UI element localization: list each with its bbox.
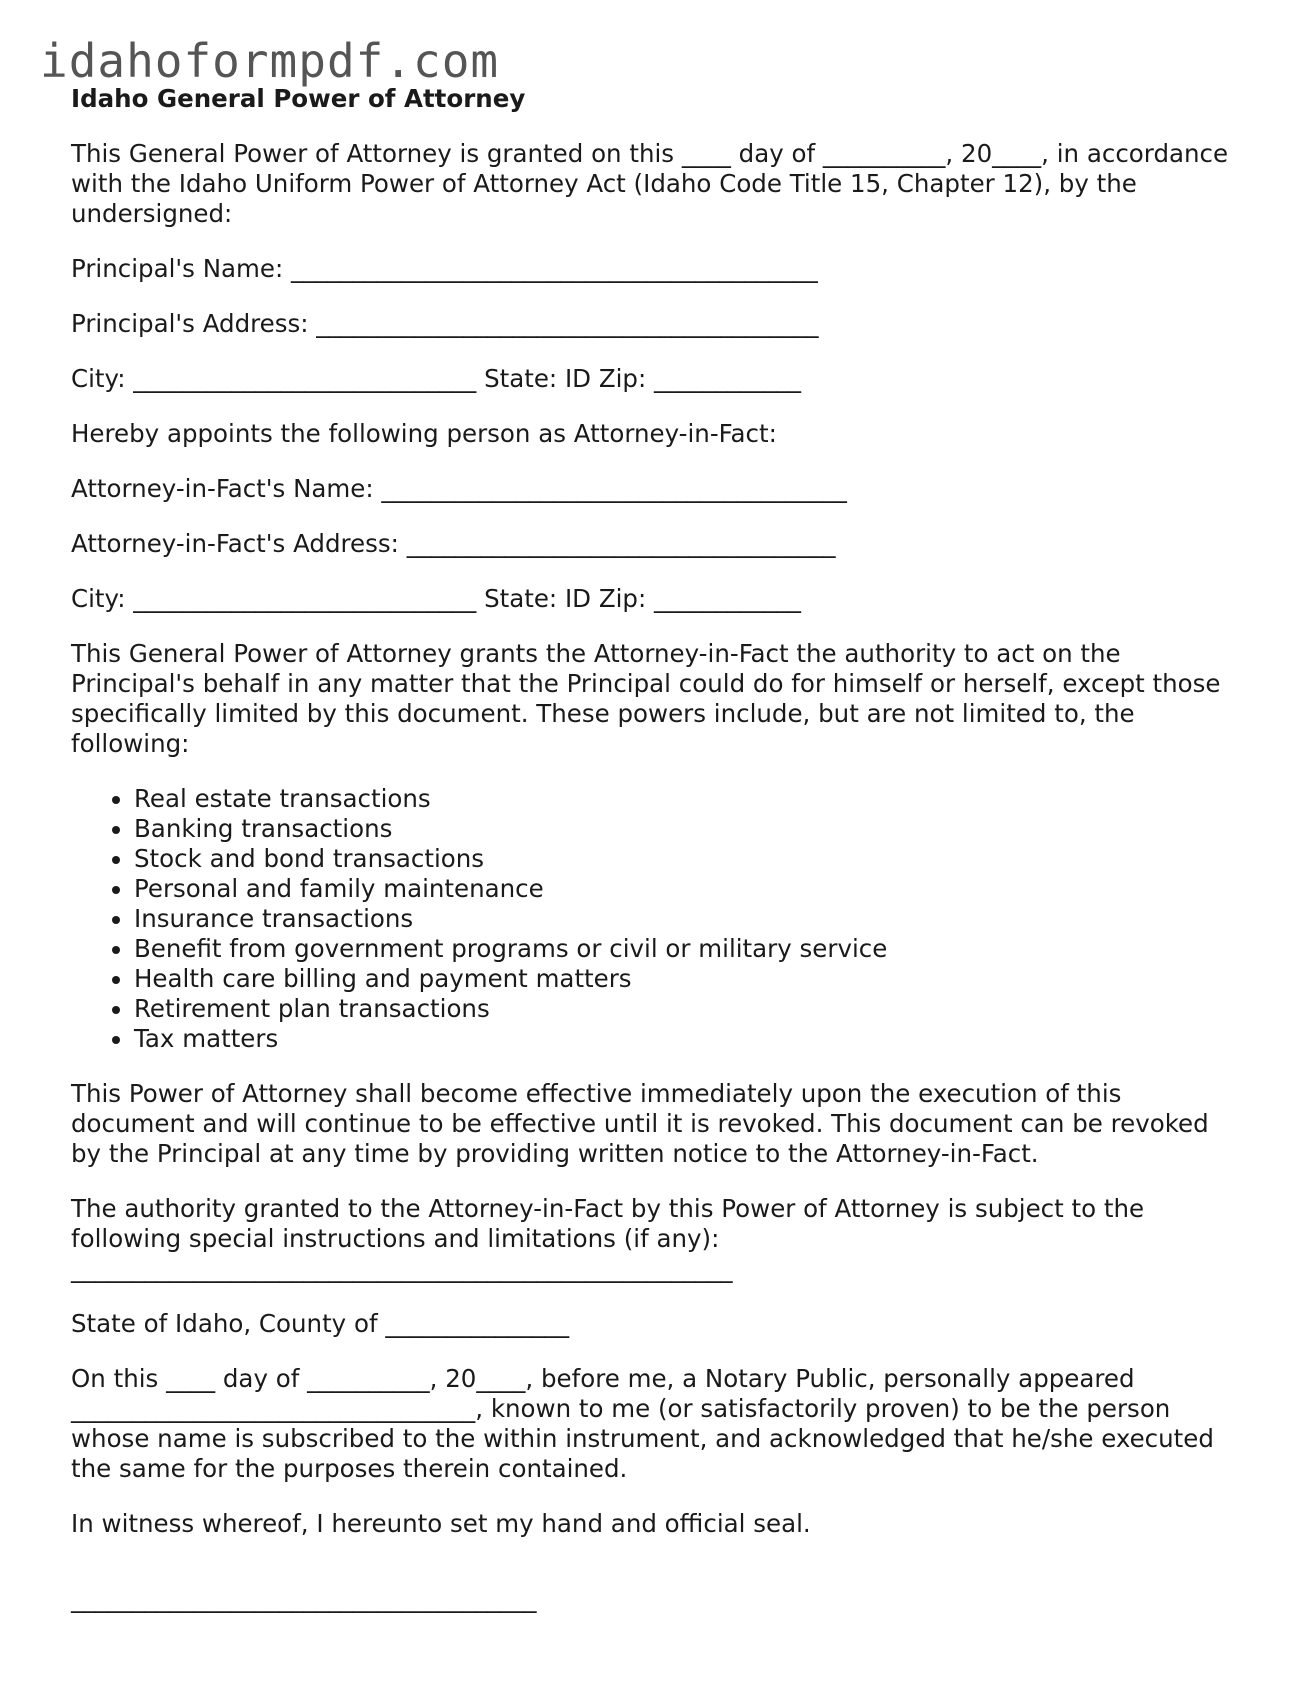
list-item: • Personal and family maintenance xyxy=(134,874,1231,904)
appoints-statement: Hereby appoints the following person as Attorney-in-Fact: xyxy=(71,419,777,448)
intro-paragraph: This General Power of Attorney is granted on this ____ day of __________, 20____, in accordance with the Idaho Uniform Power of Attorney Act (Idaho Code Title 15, Chapter 12), by the undersigned: xyxy=(71,139,1229,228)
list-item: • Health care billing and payment matters xyxy=(134,964,1231,994)
list-item: • Retirement plan transactions xyxy=(134,994,1231,1024)
limitations-line: ______________________________________________________ xyxy=(71,1254,733,1283)
attorney-city-state-zip-field: City: ____________________________ State: ID Zip: ____________ xyxy=(71,584,802,613)
list-item: • Benefit from government programs or civil or military service xyxy=(134,934,1231,964)
attorney-address-field: Attorney-in-Fact's Address: ___________________________________ xyxy=(71,529,836,558)
document-body xyxy=(71,84,1231,1614)
witness-statement: In witness whereof, I hereunto set my hand and official seal. xyxy=(71,1509,811,1538)
document-title: Idaho General Power of Attorney xyxy=(71,84,526,113)
list-item: • Banking transactions xyxy=(134,814,1231,844)
notary-paragraph: On this ____ day of __________, 20____, before me, a Notary Public, personally appeared _________________________________, known to me (or satisfactorily proven) to be the person whose name is subscribed to the within instrument, and acknowledged that he/she executed the same for the purposes therein contained. xyxy=(71,1364,1214,1483)
principal-name-field: Principal's Name: ___________________________________________ xyxy=(71,254,818,283)
county-field: State of Idaho, County of _______________ xyxy=(71,1309,570,1338)
list-item: • Tax matters xyxy=(134,1024,1231,1054)
list-item: • Real estate transactions xyxy=(134,784,1231,814)
signature-line: ______________________________________ xyxy=(71,1584,537,1613)
limitations-paragraph: The authority granted to the Attorney-in-Fact by this Power of Attorney is subject to the following special instructions and limitations (if any): xyxy=(71,1194,1145,1253)
list-item: • Insurance transactions xyxy=(134,904,1231,934)
site-watermark: idahoformpdf.com xyxy=(40,34,500,88)
effective-paragraph: This Power of Attorney shall become effective immediately upon the execution of this document and will continue to be effective until it is revoked. This document can be revoked by the Principal at any time by providing written notice to the Attorney-in-Fact. xyxy=(71,1079,1209,1168)
grant-paragraph: This General Power of Attorney grants the Attorney-in-Fact the authority to act on the Principal's behalf in any matter that the Principal could do for himself or herself, except those specifically limited by this document. These powers include, but are not limited to, the following: xyxy=(71,639,1221,758)
principal-city-state-zip-field: City: ____________________________ State: ID Zip: ____________ xyxy=(71,364,802,393)
list-item: • Stock and bond transactions xyxy=(134,844,1231,874)
principal-address-field: Principal's Address: _________________________________________ xyxy=(71,309,819,338)
powers-list xyxy=(71,784,1231,1054)
attorney-name-field: Attorney-in-Fact's Name: ______________________________________ xyxy=(71,474,847,503)
